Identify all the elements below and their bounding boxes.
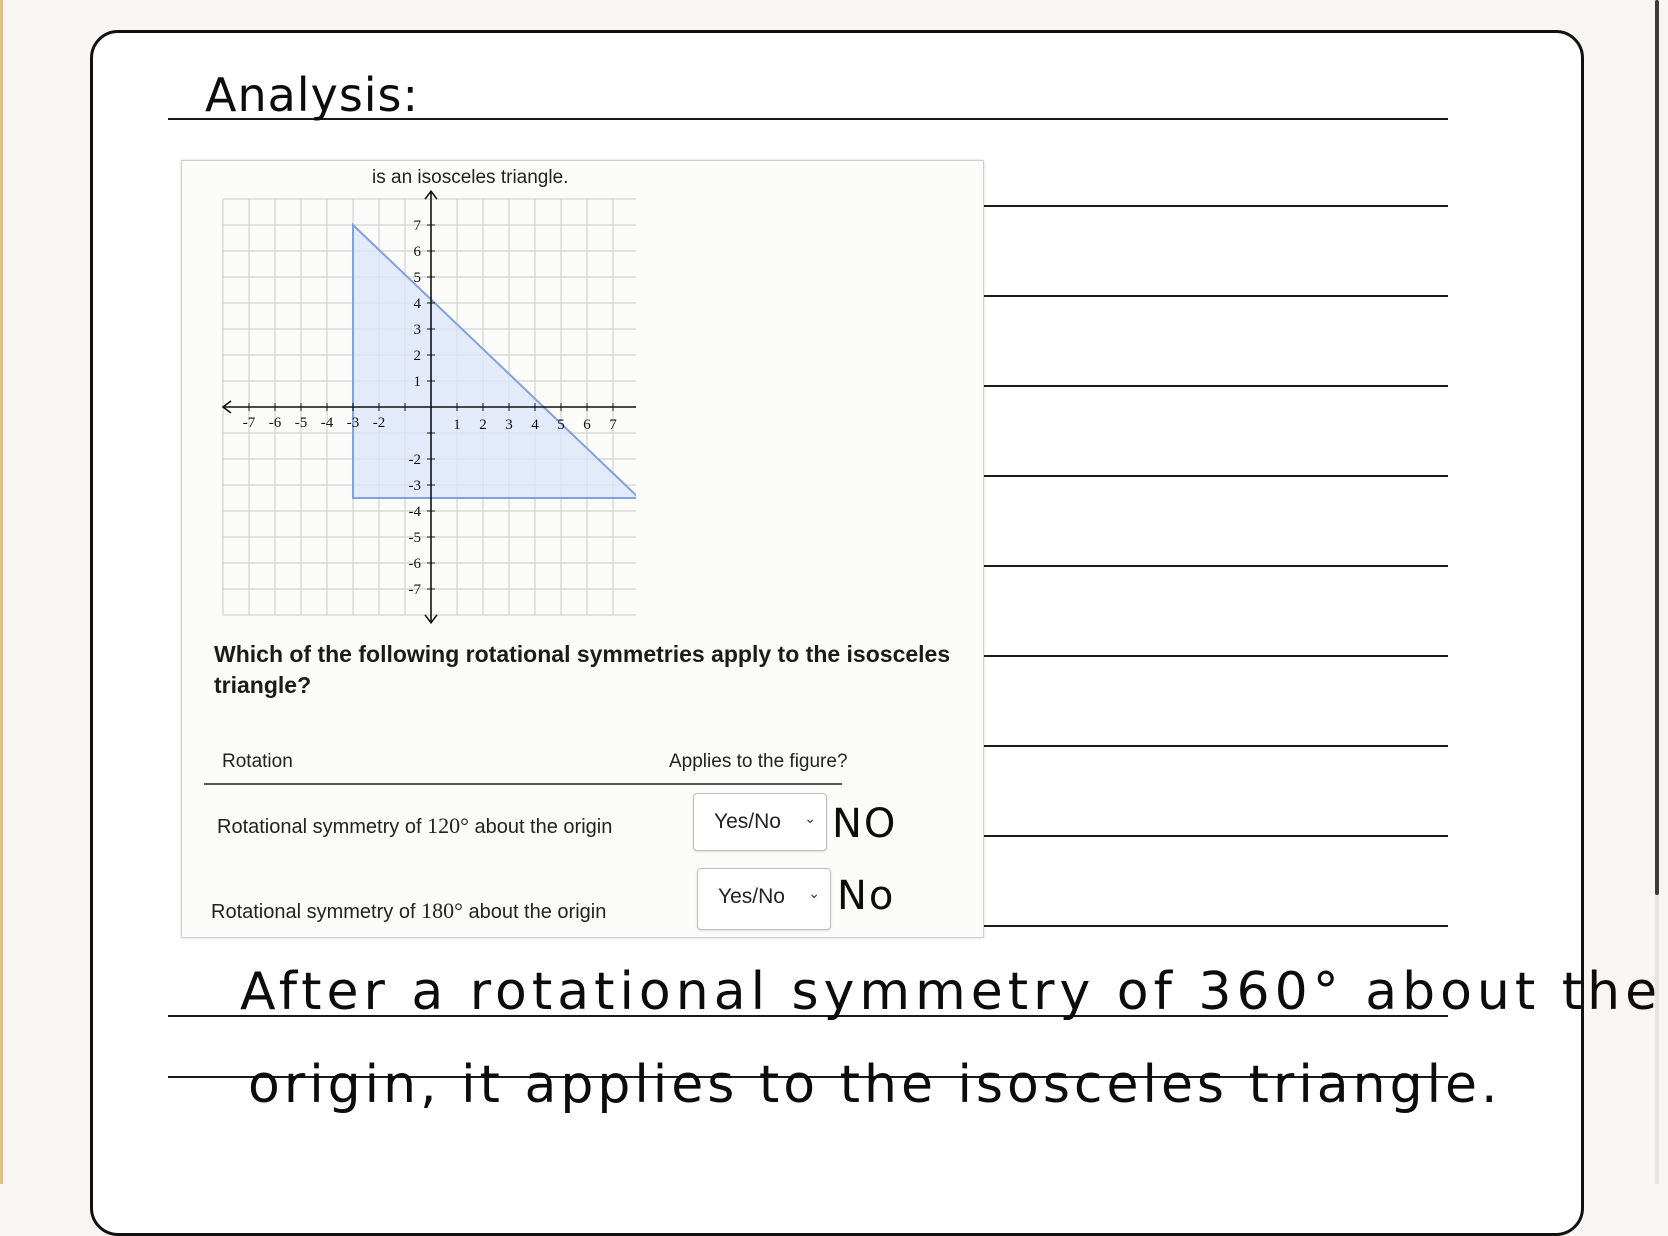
y-tick-label: 1 xyxy=(413,374,421,390)
ruled-line xyxy=(982,295,1448,297)
coordinate-graph xyxy=(216,189,636,629)
x-tick-label: -6 xyxy=(268,415,282,431)
handwritten-answer: NO xyxy=(832,801,898,847)
x-tick-label: 1 xyxy=(453,417,461,433)
row-suffix: about the origin xyxy=(468,816,613,838)
x-tick-label: -7 xyxy=(242,415,256,431)
y-tick-label: 7 xyxy=(413,218,421,234)
chevron-down-icon: ⌄ xyxy=(808,885,820,901)
y-tick-label: 2 xyxy=(413,348,421,364)
row-degree: 120° xyxy=(427,813,469,838)
y-tick-label: -3 xyxy=(408,478,421,494)
row-suffix: about the origin xyxy=(462,901,607,923)
y-tick-label: 3 xyxy=(413,322,421,338)
ruled-line xyxy=(982,925,1448,927)
y-tick-label: 4 xyxy=(413,296,421,312)
x-tick-label: 6 xyxy=(583,417,591,433)
handwritten-answer-line-1: After a rotational symmetry of 360° about the xyxy=(240,962,1663,1022)
x-tick-label: -5 xyxy=(294,415,308,431)
y-tick-label: -4 xyxy=(408,504,421,520)
x-tick-label: 7 xyxy=(609,417,617,433)
row-degree: 180° xyxy=(421,898,463,923)
y-tick-label: -2 xyxy=(408,452,421,468)
select-value: Yes/No xyxy=(714,810,781,833)
row-prefix: Rotational symmetry of xyxy=(211,901,422,923)
chevron-down-icon: ⌄ xyxy=(804,810,816,826)
row-prefix: Rotational symmetry of xyxy=(217,816,428,838)
x-tick-label: -2 xyxy=(372,415,386,431)
x-tick-label: -4 xyxy=(320,415,334,431)
table-row xyxy=(217,813,612,839)
y-tick-label: 5 xyxy=(413,270,421,286)
problem-caption: is an isosceles triangle. xyxy=(372,167,569,188)
x-tick-label: 2 xyxy=(479,417,487,433)
y-tick-label: -6 xyxy=(408,556,421,572)
ruled-line xyxy=(982,655,1448,657)
ruled-line xyxy=(982,745,1448,747)
table-header-rotation: Rotation xyxy=(222,751,293,772)
x-tick-label: -3 xyxy=(346,415,360,431)
x-tick-label: 5 xyxy=(557,417,565,433)
isosceles-triangle xyxy=(353,225,636,498)
ruled-line xyxy=(982,475,1448,477)
applies-select-120[interactable] xyxy=(693,793,827,851)
page-edge xyxy=(0,0,3,1184)
table-header-divider xyxy=(204,783,842,785)
question-text: Which of the following rotational symmetries apply to the isosceles triangle? xyxy=(214,641,951,698)
pasted-problem-image xyxy=(181,160,984,938)
scrollbar-thumb[interactable] xyxy=(1655,0,1659,895)
ruled-line xyxy=(982,835,1448,837)
y-tick-label: -5 xyxy=(408,530,421,546)
table-row xyxy=(211,898,606,924)
handwritten-answer-line-2: origin, it applies to the isosceles triangle. xyxy=(248,1055,1502,1115)
handwritten-answer: No xyxy=(837,873,896,919)
ruled-line xyxy=(982,385,1448,387)
analysis-heading: Analysis: xyxy=(205,68,420,122)
x-tick-label: 3 xyxy=(505,417,513,433)
y-tick-label: 6 xyxy=(413,244,421,260)
table-header-applies: Applies to the figure? xyxy=(669,751,848,772)
x-tick-label: 4 xyxy=(531,417,539,433)
ruled-line xyxy=(982,565,1448,567)
select-value: Yes/No xyxy=(718,885,785,908)
applies-select-180[interactable] xyxy=(697,868,831,930)
y-tick-label: -7 xyxy=(408,582,421,598)
ruled-line xyxy=(982,205,1448,207)
